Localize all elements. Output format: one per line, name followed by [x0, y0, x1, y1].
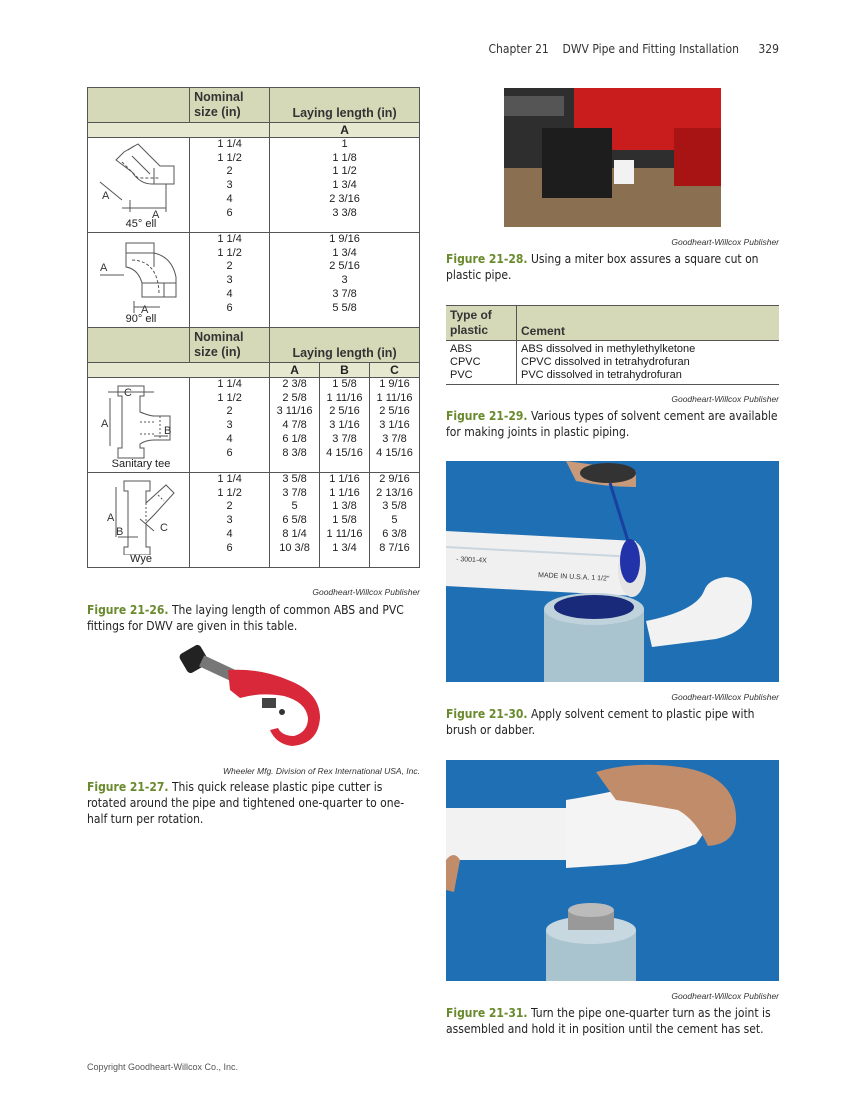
table-header-row	[88, 88, 420, 123]
length-a-list: 1 1 1/8 1 1/2 1 3/4 2 3/16 3 3/8	[270, 138, 420, 233]
dim-a-label: A	[100, 262, 108, 274]
column-letter-row	[88, 363, 420, 378]
running-header	[0, 42, 779, 56]
laying-length-table	[87, 87, 420, 568]
figure-21-30-credit: Goodheart-Willcox Publisher	[671, 692, 779, 702]
chapter-number: Chapter 21	[488, 42, 549, 56]
ell-45-diagram-cell	[88, 138, 190, 233]
dim-a-label: A	[141, 304, 149, 315]
cement-name: CPVC dissolved in tetrahydrofuran	[521, 356, 690, 368]
figure-label: Figure 21-26.	[87, 603, 169, 617]
nominal-size-header: Nominal size (in)	[190, 328, 270, 363]
length-c-list: 1 9/16 1 11/16 2 5/16 3 1/16 3 7/8 4 15/16	[369, 378, 419, 473]
figure-label: Figure 21-27.	[87, 780, 169, 794]
assemble-joint-illustration	[446, 760, 779, 981]
figure-21-29-caption	[446, 408, 779, 440]
fitting-label: 90° ell	[125, 313, 157, 325]
fitting-label: Wye	[130, 553, 152, 565]
table-row	[88, 378, 420, 473]
apply-cement-photo	[446, 461, 779, 682]
col-c-label: C	[369, 363, 419, 378]
length-a-list: 1 9/16 1 3/4 2 5/16 3 3 7/8 5 5/8	[270, 233, 420, 328]
cement-name: ABS dissolved in methylethylketone	[521, 343, 696, 355]
pipe-print: - 3001-4X	[455, 556, 487, 565]
length-c-list: 2 9/16 2 13/16 3 5/8 5 6 3/8 8 7/16	[369, 473, 419, 568]
fitting-label: 45° ell	[125, 218, 157, 230]
figure-text: Using a miter box assures a square cut on plastic pipe.	[446, 252, 759, 282]
ell-90-diagram-cell	[88, 233, 190, 328]
pipe-print: MADE IN U.S.A. 1 1/2"	[537, 572, 610, 583]
ell-45-diagram	[94, 142, 189, 220]
table-header-row	[88, 328, 420, 363]
page-number: 329	[758, 42, 779, 56]
figure-21-27-credit: Wheeler Mfg. Division of Rex International USA, Inc.	[223, 766, 420, 776]
dim-b-label: B	[164, 425, 172, 437]
table-header-row	[446, 306, 779, 341]
table-row	[88, 233, 420, 328]
copyright-footer: Copyright Goodheart-Willcox Co., Inc.	[87, 1062, 239, 1072]
figure-label: Figure 21-29.	[446, 409, 528, 423]
figure-text: Turn the pipe one-quarter turn as the joint is assembled and hold it in position until the cement has set.	[446, 1006, 771, 1036]
figure-text: This quick release plastic pipe cutter is rotated around the pipe and tightened one-quarter to one-half turn per rotation.	[87, 780, 405, 826]
ell-90-diagram	[94, 237, 189, 315]
dim-c-label: C	[160, 522, 168, 534]
figure-text: Apply solvent cement to plastic pipe with brush or dabber.	[446, 707, 755, 737]
size-list: 1 1/4 1 1/2 2 3 4 6	[190, 473, 270, 568]
dim-a-label: A	[101, 418, 109, 430]
length-a-list: 2 3/8 2 5/8 3 11/16 4 7/8 6 1/8 8 3/8	[270, 378, 320, 473]
assemble-joint-photo	[446, 760, 779, 981]
cement-header: Cement	[517, 306, 780, 341]
column-letter-row	[88, 123, 420, 138]
col-a-label: A	[270, 363, 320, 378]
miter-box-illustration	[504, 88, 721, 227]
cement-name: PVC dissolved in tetrahydrofuran	[521, 369, 682, 381]
plastic-type: ABS	[450, 343, 473, 355]
table-row	[446, 341, 779, 385]
laying-length-header: Laying length (in)	[270, 328, 420, 363]
length-b-list: 1 1/16 1 1/16 1 3/8 1 5/8 1 11/16 1 3/4	[320, 473, 370, 568]
cement-table-credit: Goodheart-Willcox Publisher	[671, 394, 779, 404]
nominal-size-header: Nominal size (in)	[190, 88, 270, 123]
figure-21-28-caption	[446, 251, 779, 283]
sanitary-tee-diagram	[94, 382, 189, 460]
figure-label: Figure 21-31.	[446, 1006, 528, 1020]
pipe-cutter-illustration	[170, 640, 340, 755]
apply-cement-illustration	[446, 461, 779, 682]
figure-text: The laying length of common ABS and PVC fittings for DWV are given in this table.	[87, 603, 404, 633]
size-list: 1 1/4 1 1/2 2 3 4 6	[190, 138, 270, 233]
dim-b-label: B	[116, 526, 124, 538]
figure-21-26-caption	[87, 602, 420, 634]
table-row	[88, 473, 420, 568]
dim-a-label: A	[107, 512, 115, 524]
dim-c-label: C	[124, 387, 132, 399]
size-list: 1 1/4 1 1/2 2 3 4 6	[190, 378, 270, 473]
solvent-cement-table	[446, 305, 779, 385]
fitting-label: Sanitary tee	[111, 458, 171, 470]
plastic-type: CPVC	[450, 356, 481, 368]
dim-a-label: A	[152, 209, 160, 220]
table-row	[88, 138, 420, 233]
table-credit: Goodheart-Willcox Publisher	[312, 587, 420, 597]
chapter-title: DWV Pipe and Fitting Installation	[562, 42, 739, 56]
wye-diagram	[94, 477, 189, 555]
figure-21-31-credit: Goodheart-Willcox Publisher	[671, 991, 779, 1001]
sanitary-tee-diagram-cell	[88, 378, 190, 473]
figure-21-28-credit: Goodheart-Willcox Publisher	[671, 237, 779, 247]
figure-21-30-caption	[446, 706, 779, 738]
laying-length-header: Laying length (in)	[270, 88, 420, 123]
figure-21-27-caption	[87, 779, 422, 827]
figure-label: Figure 21-30.	[446, 707, 528, 721]
pipe-cutter-photo	[170, 640, 340, 755]
length-b-list: 1 5/8 1 11/16 2 5/16 3 1/16 3 7/8 4 15/16	[320, 378, 370, 473]
type-header: Type of plastic	[446, 306, 517, 341]
plastic-type: PVC	[450, 369, 473, 381]
figure-21-31-caption	[446, 1005, 779, 1037]
miter-box-photo	[504, 88, 721, 227]
length-a-list: 3 5/8 3 7/8 5 6 5/8 8 1/4 10 3/8	[270, 473, 320, 568]
figure-text: Various types of solvent cement are available for making joints in plastic piping.	[446, 409, 778, 439]
size-list: 1 1/4 1 1/2 2 3 4 6	[190, 233, 270, 328]
col-a-label: A	[270, 123, 420, 138]
figure-label: Figure 21-28.	[446, 252, 528, 266]
col-b-label: B	[320, 363, 370, 378]
wye-diagram-cell	[88, 473, 190, 568]
dim-a-label: A	[102, 190, 110, 202]
